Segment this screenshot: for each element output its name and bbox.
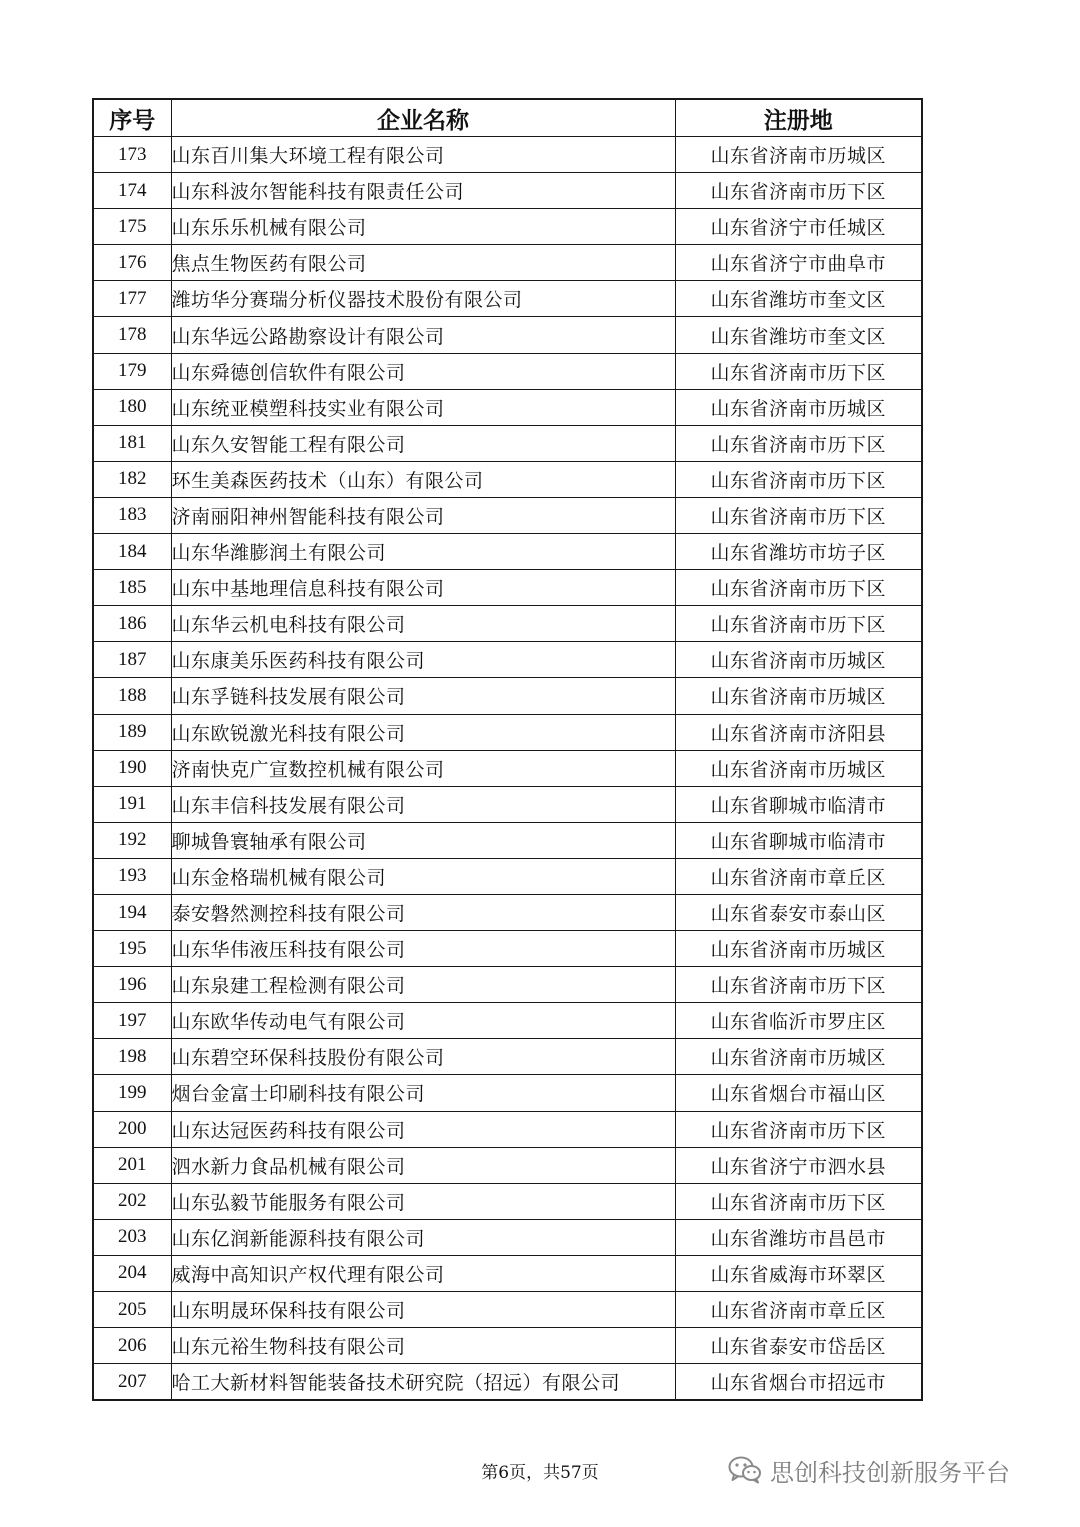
cell-company-name: 山东达冠医药科技有限公司 (171, 1111, 675, 1147)
table-row (93, 389, 922, 425)
cell-seq: 203 (93, 1219, 171, 1255)
cell-seq: 179 (93, 353, 171, 389)
cell-registered-place: 山东省济南市历下区 (675, 570, 922, 606)
table-row (93, 281, 922, 317)
header-registered-place: 注册地 (675, 99, 922, 137)
cell-seq: 195 (93, 931, 171, 967)
cell-seq: 189 (93, 714, 171, 750)
cell-registered-place: 山东省聊城市临清市 (675, 786, 922, 822)
cell-company-name: 济南快克广宣数控机械有限公司 (171, 750, 675, 786)
cell-registered-place: 山东省济南市历城区 (675, 642, 922, 678)
table-row (93, 1039, 922, 1075)
table-row (93, 714, 922, 750)
table-row (93, 967, 922, 1003)
table-row (93, 425, 922, 461)
cell-company-name: 山东中基地理信息科技有限公司 (171, 570, 675, 606)
cell-registered-place: 山东省济南市历城区 (675, 678, 922, 714)
table-row (93, 822, 922, 858)
table-header-row (93, 99, 922, 137)
cell-seq: 186 (93, 606, 171, 642)
cell-seq: 178 (93, 317, 171, 353)
cell-company-name: 山东久安智能工程有限公司 (171, 425, 675, 461)
cell-company-name: 哈工大新材料智能装备技术研究院（招远）有限公司 (171, 1364, 675, 1401)
cell-registered-place: 山东省济南市历下区 (675, 606, 922, 642)
cell-registered-place: 山东省潍坊市奎文区 (675, 281, 922, 317)
cell-registered-place: 山东省济南市历下区 (675, 1111, 922, 1147)
table-row (93, 750, 922, 786)
cell-seq: 176 (93, 245, 171, 281)
cell-company-name: 山东碧空环保科技股份有限公司 (171, 1039, 675, 1075)
table-row (93, 931, 922, 967)
cell-seq: 184 (93, 534, 171, 570)
table-row (93, 858, 922, 894)
table-row (93, 678, 922, 714)
company-table (92, 98, 923, 1401)
cell-seq: 180 (93, 389, 171, 425)
cell-seq: 205 (93, 1292, 171, 1328)
table-row (93, 570, 922, 606)
table-row (93, 497, 922, 533)
cell-seq: 202 (93, 1183, 171, 1219)
cell-registered-place: 山东省济南市历下区 (675, 497, 922, 533)
cell-registered-place: 山东省济南市历下区 (675, 425, 922, 461)
company-table-container (92, 98, 923, 1401)
cell-registered-place: 山东省济南市历下区 (675, 353, 922, 389)
cell-company-name: 烟台金富士印刷科技有限公司 (171, 1075, 675, 1111)
table-row (93, 1003, 922, 1039)
table-row (93, 317, 922, 353)
cell-registered-place: 山东省潍坊市坊子区 (675, 534, 922, 570)
table-row (93, 209, 922, 245)
cell-company-name: 山东统亚模塑科技实业有限公司 (171, 389, 675, 425)
cell-seq: 196 (93, 967, 171, 1003)
cell-seq: 200 (93, 1111, 171, 1147)
cell-company-name: 山东丰信科技发展有限公司 (171, 786, 675, 822)
cell-company-name: 山东明晟环保科技有限公司 (171, 1292, 675, 1328)
cell-company-name: 威海中高知识产权代理有限公司 (171, 1255, 675, 1291)
cell-seq: 174 (93, 173, 171, 209)
cell-registered-place: 山东省济南市历城区 (675, 931, 922, 967)
cell-company-name: 山东弘毅节能服务有限公司 (171, 1183, 675, 1219)
cell-registered-place: 山东省济南市历下区 (675, 967, 922, 1003)
cell-company-name: 山东乐乐机械有限公司 (171, 209, 675, 245)
cell-seq: 193 (93, 858, 171, 894)
table-row (93, 1183, 922, 1219)
table-row (93, 1075, 922, 1111)
table-row (93, 1328, 922, 1364)
cell-registered-place: 山东省济南市历下区 (675, 461, 922, 497)
table-row (93, 1292, 922, 1328)
table-row (93, 642, 922, 678)
wechat-icon (728, 1456, 762, 1484)
cell-company-name: 山东华云机电科技有限公司 (171, 606, 675, 642)
table-row (93, 606, 922, 642)
cell-registered-place: 山东省泰安市泰山区 (675, 894, 922, 930)
cell-company-name: 山东华远公路勘察设计有限公司 (171, 317, 675, 353)
cell-seq: 173 (93, 137, 171, 173)
cell-company-name: 山东华伟液压科技有限公司 (171, 931, 675, 967)
cell-seq: 181 (93, 425, 171, 461)
cell-registered-place: 山东省济南市历城区 (675, 389, 922, 425)
table-row (93, 894, 922, 930)
header-seq: 序号 (93, 99, 171, 137)
cell-seq: 206 (93, 1328, 171, 1364)
cell-seq: 199 (93, 1075, 171, 1111)
cell-company-name: 山东华潍膨润土有限公司 (171, 534, 675, 570)
cell-company-name: 山东科波尔智能科技有限责任公司 (171, 173, 675, 209)
cell-registered-place: 山东省潍坊市奎文区 (675, 317, 922, 353)
cell-seq: 187 (93, 642, 171, 678)
cell-company-name: 山东元裕生物科技有限公司 (171, 1328, 675, 1364)
cell-seq: 201 (93, 1147, 171, 1183)
cell-seq: 197 (93, 1003, 171, 1039)
watermark-text: 思创科技创新服务平台 (770, 1458, 1010, 1487)
table-row (93, 1219, 922, 1255)
cell-seq: 182 (93, 461, 171, 497)
cell-company-name: 泰安磐然测控科技有限公司 (171, 894, 675, 930)
table-row (93, 461, 922, 497)
cell-seq: 194 (93, 894, 171, 930)
table-row (93, 1147, 922, 1183)
cell-company-name: 山东欧华传动电气有限公司 (171, 1003, 675, 1039)
cell-registered-place: 山东省济南市历下区 (675, 1183, 922, 1219)
cell-registered-place: 山东省临沂市罗庄区 (675, 1003, 922, 1039)
cell-registered-place: 山东省济宁市泗水县 (675, 1147, 922, 1183)
cell-registered-place: 山东省聊城市临清市 (675, 822, 922, 858)
cell-seq: 191 (93, 786, 171, 822)
cell-seq: 177 (93, 281, 171, 317)
cell-seq: 183 (93, 497, 171, 533)
cell-registered-place: 山东省济南市历城区 (675, 750, 922, 786)
cell-company-name: 山东泉建工程检测有限公司 (171, 967, 675, 1003)
table-row (93, 1255, 922, 1291)
cell-seq: 188 (93, 678, 171, 714)
cell-company-name: 环生美森医药技术（山东）有限公司 (171, 461, 675, 497)
cell-company-name: 山东百川集大环境工程有限公司 (171, 137, 675, 173)
table-row (93, 353, 922, 389)
table-row (93, 173, 922, 209)
cell-seq: 185 (93, 570, 171, 606)
cell-company-name: 山东金格瑞机械有限公司 (171, 858, 675, 894)
page-number: 第6页，共57页 (481, 1463, 599, 1483)
cell-registered-place: 山东省济南市章丘区 (675, 858, 922, 894)
cell-company-name: 焦点生物医药有限公司 (171, 245, 675, 281)
table-row (93, 534, 922, 570)
cell-registered-place: 山东省济南市历城区 (675, 1039, 922, 1075)
table-row (93, 1111, 922, 1147)
table-row (93, 137, 922, 173)
table-body (93, 137, 922, 1401)
cell-registered-place: 山东省威海市环翠区 (675, 1255, 922, 1291)
cell-registered-place: 山东省济南市历下区 (675, 173, 922, 209)
cell-seq: 192 (93, 822, 171, 858)
cell-registered-place: 山东省潍坊市昌邑市 (675, 1219, 922, 1255)
cell-company-name: 山东康美乐医药科技有限公司 (171, 642, 675, 678)
cell-company-name: 山东欧锐激光科技有限公司 (171, 714, 675, 750)
cell-company-name: 山东孚链科技发展有限公司 (171, 678, 675, 714)
cell-company-name: 山东亿润新能源科技有限公司 (171, 1219, 675, 1255)
table-row (93, 1364, 922, 1401)
cell-seq: 198 (93, 1039, 171, 1075)
watermark (728, 1452, 1010, 1488)
cell-registered-place: 山东省济宁市任城区 (675, 209, 922, 245)
cell-company-name: 济南丽阳神州智能科技有限公司 (171, 497, 675, 533)
header-company-name: 企业名称 (171, 99, 675, 137)
cell-company-name: 泗水新力食品机械有限公司 (171, 1147, 675, 1183)
cell-company-name: 山东舜德创信软件有限公司 (171, 353, 675, 389)
cell-registered-place: 山东省烟台市招远市 (675, 1364, 922, 1401)
cell-registered-place: 山东省济南市历城区 (675, 137, 922, 173)
cell-seq: 204 (93, 1255, 171, 1291)
cell-seq: 175 (93, 209, 171, 245)
table-row (93, 786, 922, 822)
cell-registered-place: 山东省济宁市曲阜市 (675, 245, 922, 281)
cell-registered-place: 山东省济南市济阳县 (675, 714, 922, 750)
cell-seq: 207 (93, 1364, 171, 1401)
cell-registered-place: 山东省济南市章丘区 (675, 1292, 922, 1328)
cell-seq: 190 (93, 750, 171, 786)
cell-registered-place: 山东省泰安市岱岳区 (675, 1328, 922, 1364)
cell-company-name: 潍坊华分赛瑞分析仪器技术股份有限公司 (171, 281, 675, 317)
cell-company-name: 聊城鲁寰轴承有限公司 (171, 822, 675, 858)
cell-registered-place: 山东省烟台市福山区 (675, 1075, 922, 1111)
table-row (93, 245, 922, 281)
